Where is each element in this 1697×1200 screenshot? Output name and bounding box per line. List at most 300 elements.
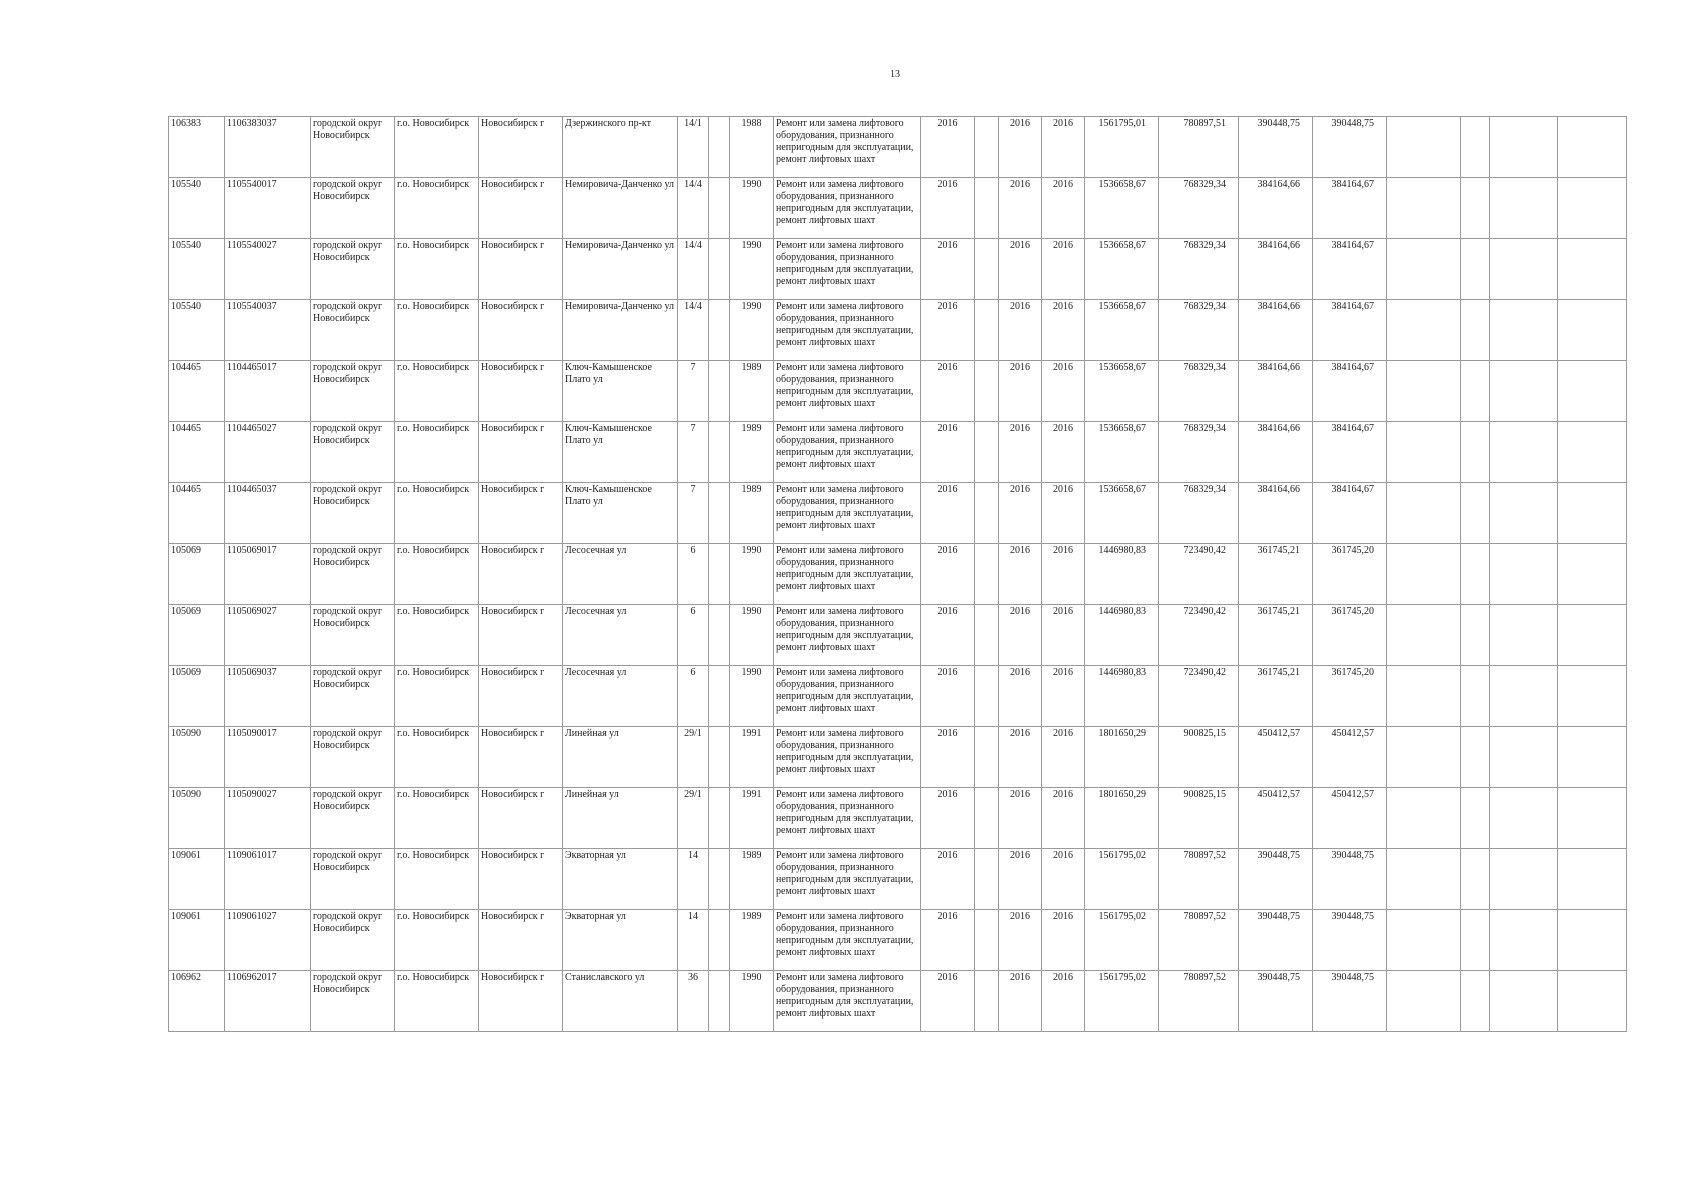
lift-id-cell: 1106383037 [225, 117, 311, 178]
work-description-cell: Ремонт или замена лифтового оборудования, признанного непригодным для эксплуатации, ремонт лифтовых шахт [774, 910, 921, 971]
district-cell: городской округ Новосибирск [311, 300, 395, 361]
district-cell: городской округ Новосибирск [311, 544, 395, 605]
district-cell: городской округ Новосибирск [311, 422, 395, 483]
lift-id-cell: 1105090027 [225, 788, 311, 849]
city-cell: Новосибирск г [479, 849, 563, 910]
empty-cell [709, 971, 730, 1032]
street-cell: Ключ-Камышенское Плато ул [563, 483, 678, 544]
local-share-cell: 390448,75 [1313, 971, 1387, 1032]
table-row [169, 605, 1627, 666]
table-row [169, 544, 1627, 605]
build-year-cell: 1988 [730, 117, 774, 178]
district-cell: городской округ Новосибирск [311, 483, 395, 544]
year-from-cell: 2016 [999, 117, 1042, 178]
table-row [169, 178, 1627, 239]
region-share-cell: 450412,57 [1239, 727, 1313, 788]
house-id-cell: 105069 [169, 605, 225, 666]
total-cost-cell: 1446980,83 [1085, 666, 1159, 727]
year-from-cell: 2016 [999, 361, 1042, 422]
city-cell: Новосибирск г [479, 910, 563, 971]
plan-year-cell: 2016 [921, 300, 975, 361]
total-cost-cell: 1536658,67 [1085, 422, 1159, 483]
empty-cell [709, 178, 730, 239]
build-year-cell: 1989 [730, 910, 774, 971]
year-to-cell: 2016 [1042, 544, 1085, 605]
total-cost-cell: 1536658,67 [1085, 483, 1159, 544]
fund-share-cell: 723490,42 [1159, 666, 1239, 727]
house-id-cell: 106962 [169, 971, 225, 1032]
empty-cell [975, 483, 999, 544]
empty-cell [975, 422, 999, 483]
empty-cell [1490, 849, 1558, 910]
build-year-cell: 1990 [730, 666, 774, 727]
empty-cell [709, 605, 730, 666]
street-cell: Линейная ул [563, 788, 678, 849]
fund-share-cell: 780897,52 [1159, 849, 1239, 910]
street-cell: Немировича-Данченко ул [563, 178, 678, 239]
empty-cell [709, 422, 730, 483]
year-to-cell: 2016 [1042, 666, 1085, 727]
year-from-cell: 2016 [999, 788, 1042, 849]
build-year-cell: 1989 [730, 849, 774, 910]
total-cost-cell: 1446980,83 [1085, 544, 1159, 605]
street-cell: Экваторная ул [563, 849, 678, 910]
empty-cell [1461, 300, 1490, 361]
district-cell: городской округ Новосибирск [311, 117, 395, 178]
empty-cell [975, 544, 999, 605]
year-to-cell: 2016 [1042, 300, 1085, 361]
empty-cell [709, 300, 730, 361]
empty-cell [1558, 361, 1627, 422]
work-description-cell: Ремонт или замена лифтового оборудования, признанного непригодным для эксплуатации, ремонт лифтовых шахт [774, 849, 921, 910]
municipality-cell: г.о. Новосибирск [395, 361, 479, 422]
empty-cell [709, 666, 730, 727]
plan-year-cell: 2016 [921, 544, 975, 605]
house-number-cell: 6 [678, 605, 709, 666]
year-from-cell: 2016 [999, 666, 1042, 727]
empty-cell [1558, 544, 1627, 605]
empty-cell [1558, 117, 1627, 178]
empty-cell [1387, 239, 1461, 300]
local-share-cell: 361745,20 [1313, 666, 1387, 727]
street-cell: Дзержинского пр-кт [563, 117, 678, 178]
empty-cell [1558, 239, 1627, 300]
house-number-cell: 7 [678, 422, 709, 483]
build-year-cell: 1990 [730, 605, 774, 666]
lift-id-cell: 1109061027 [225, 910, 311, 971]
plan-year-cell: 2016 [921, 788, 975, 849]
table-row [169, 300, 1627, 361]
city-cell: Новосибирск г [479, 117, 563, 178]
local-share-cell: 450412,57 [1313, 788, 1387, 849]
house-id-cell: 104465 [169, 483, 225, 544]
municipality-cell: г.о. Новосибирск [395, 300, 479, 361]
empty-cell [1558, 422, 1627, 483]
house-number-cell: 14/4 [678, 239, 709, 300]
plan-year-cell: 2016 [921, 117, 975, 178]
region-share-cell: 384164,66 [1239, 361, 1313, 422]
year-from-cell: 2016 [999, 300, 1042, 361]
city-cell: Новосибирск г [479, 239, 563, 300]
total-cost-cell: 1536658,67 [1085, 361, 1159, 422]
city-cell: Новосибирск г [479, 666, 563, 727]
empty-cell [975, 666, 999, 727]
fund-share-cell: 768329,34 [1159, 361, 1239, 422]
year-to-cell: 2016 [1042, 483, 1085, 544]
empty-cell [975, 117, 999, 178]
work-description-cell: Ремонт или замена лифтового оборудования, признанного непригодным для эксплуатации, ремонт лифтовых шахт [774, 971, 921, 1032]
district-cell: городской округ Новосибирск [311, 605, 395, 666]
municipality-cell: г.о. Новосибирск [395, 788, 479, 849]
empty-cell [975, 300, 999, 361]
lift-id-cell: 1106962017 [225, 971, 311, 1032]
lift-id-cell: 1104465017 [225, 361, 311, 422]
street-cell: Лесосечная ул [563, 544, 678, 605]
municipality-cell: г.о. Новосибирск [395, 117, 479, 178]
district-cell: городской округ Новосибирск [311, 178, 395, 239]
region-share-cell: 450412,57 [1239, 788, 1313, 849]
local-share-cell: 384164,67 [1313, 300, 1387, 361]
empty-cell [1490, 422, 1558, 483]
municipality-cell: г.о. Новосибирск [395, 483, 479, 544]
empty-cell [1558, 178, 1627, 239]
empty-cell [709, 361, 730, 422]
build-year-cell: 1990 [730, 178, 774, 239]
empty-cell [1490, 178, 1558, 239]
table-row [169, 666, 1627, 727]
empty-cell [1387, 483, 1461, 544]
house-id-cell: 105069 [169, 544, 225, 605]
plan-year-cell: 2016 [921, 605, 975, 666]
empty-cell [1461, 971, 1490, 1032]
house-id-cell: 104465 [169, 361, 225, 422]
municipality-cell: г.о. Новосибирск [395, 727, 479, 788]
total-cost-cell: 1561795,01 [1085, 117, 1159, 178]
empty-cell [1558, 971, 1627, 1032]
municipality-cell: г.о. Новосибирск [395, 239, 479, 300]
city-cell: Новосибирск г [479, 422, 563, 483]
total-cost-cell: 1536658,67 [1085, 178, 1159, 239]
local-share-cell: 384164,67 [1313, 178, 1387, 239]
street-cell: Лесосечная ул [563, 666, 678, 727]
build-year-cell: 1990 [730, 971, 774, 1032]
empty-cell [1490, 239, 1558, 300]
city-cell: Новосибирск г [479, 544, 563, 605]
empty-cell [709, 544, 730, 605]
lift-id-cell: 1105540017 [225, 178, 311, 239]
empty-cell [1387, 788, 1461, 849]
work-description-cell: Ремонт или замена лифтового оборудования, признанного непригодным для эксплуатации, ремонт лифтовых шахт [774, 483, 921, 544]
empty-cell [975, 788, 999, 849]
plan-year-cell: 2016 [921, 910, 975, 971]
region-share-cell: 361745,21 [1239, 666, 1313, 727]
total-cost-cell: 1561795,02 [1085, 910, 1159, 971]
empty-cell [1490, 666, 1558, 727]
empty-cell [1461, 849, 1490, 910]
street-cell: Ключ-Камышенское Плато ул [563, 422, 678, 483]
city-cell: Новосибирск г [479, 971, 563, 1032]
region-share-cell: 390448,75 [1239, 971, 1313, 1032]
table-row [169, 117, 1627, 178]
plan-year-cell: 2016 [921, 178, 975, 239]
work-description-cell: Ремонт или замена лифтового оборудования, признанного непригодным для эксплуатации, ремонт лифтовых шахт [774, 361, 921, 422]
municipality-cell: г.о. Новосибирск [395, 544, 479, 605]
year-from-cell: 2016 [999, 849, 1042, 910]
empty-cell [1461, 239, 1490, 300]
city-cell: Новосибирск г [479, 483, 563, 544]
year-from-cell: 2016 [999, 971, 1042, 1032]
street-cell: Немировича-Данченко ул [563, 239, 678, 300]
empty-cell [709, 117, 730, 178]
year-to-cell: 2016 [1042, 727, 1085, 788]
empty-cell [975, 971, 999, 1032]
house-id-cell: 105090 [169, 727, 225, 788]
year-to-cell: 2016 [1042, 788, 1085, 849]
fund-share-cell: 768329,34 [1159, 422, 1239, 483]
year-from-cell: 2016 [999, 178, 1042, 239]
house-number-cell: 6 [678, 666, 709, 727]
build-year-cell: 1991 [730, 727, 774, 788]
district-cell: городской округ Новосибирск [311, 849, 395, 910]
page-number: 13 [890, 69, 900, 80]
total-cost-cell: 1561795,02 [1085, 971, 1159, 1032]
empty-cell [1490, 300, 1558, 361]
work-description-cell: Ремонт или замена лифтового оборудования, признанного непригодным для эксплуатации, ремонт лифтовых шахт [774, 117, 921, 178]
empty-cell [1387, 300, 1461, 361]
empty-cell [1461, 361, 1490, 422]
empty-cell [709, 910, 730, 971]
house-id-cell: 105540 [169, 178, 225, 239]
local-share-cell: 384164,67 [1313, 422, 1387, 483]
lift-id-cell: 1104465037 [225, 483, 311, 544]
local-share-cell: 390448,75 [1313, 910, 1387, 971]
year-to-cell: 2016 [1042, 239, 1085, 300]
lift-id-cell: 1104465027 [225, 422, 311, 483]
lift-id-cell: 1105069017 [225, 544, 311, 605]
empty-cell [709, 727, 730, 788]
region-share-cell: 384164,66 [1239, 483, 1313, 544]
region-share-cell: 384164,66 [1239, 178, 1313, 239]
street-cell: Лесосечная ул [563, 605, 678, 666]
empty-cell [1461, 178, 1490, 239]
house-id-cell: 105069 [169, 666, 225, 727]
district-cell: городской округ Новосибирск [311, 666, 395, 727]
fund-share-cell: 900825,15 [1159, 788, 1239, 849]
empty-cell [1387, 727, 1461, 788]
house-number-cell: 7 [678, 483, 709, 544]
empty-cell [1490, 727, 1558, 788]
empty-cell [1461, 788, 1490, 849]
work-description-cell: Ремонт или замена лифтового оборудования, признанного непригодным для эксплуатации, ремонт лифтовых шахт [774, 422, 921, 483]
empty-cell [1490, 483, 1558, 544]
region-share-cell: 390448,75 [1239, 910, 1313, 971]
lift-id-cell: 1105069027 [225, 605, 311, 666]
fund-share-cell: 780897,52 [1159, 971, 1239, 1032]
fund-share-cell: 780897,52 [1159, 910, 1239, 971]
house-number-cell: 14/4 [678, 178, 709, 239]
city-cell: Новосибирск г [479, 788, 563, 849]
empty-cell [1387, 910, 1461, 971]
year-to-cell: 2016 [1042, 422, 1085, 483]
local-share-cell: 384164,67 [1313, 483, 1387, 544]
year-to-cell: 2016 [1042, 971, 1085, 1032]
empty-cell [1461, 117, 1490, 178]
plan-year-cell: 2016 [921, 666, 975, 727]
empty-cell [1490, 910, 1558, 971]
total-cost-cell: 1801650,29 [1085, 788, 1159, 849]
work-description-cell: Ремонт или замена лифтового оборудования, признанного непригодным для эксплуатации, ремонт лифтовых шахт [774, 239, 921, 300]
street-cell: Экваторная ул [563, 910, 678, 971]
local-share-cell: 361745,20 [1313, 544, 1387, 605]
empty-cell [1558, 605, 1627, 666]
street-cell: Немировича-Данченко ул [563, 300, 678, 361]
build-year-cell: 1989 [730, 483, 774, 544]
year-to-cell: 2016 [1042, 605, 1085, 666]
build-year-cell: 1990 [730, 544, 774, 605]
plan-year-cell: 2016 [921, 849, 975, 910]
city-cell: Новосибирск г [479, 300, 563, 361]
empty-cell [1461, 727, 1490, 788]
table-row [169, 361, 1627, 422]
empty-cell [1461, 483, 1490, 544]
region-share-cell: 384164,66 [1239, 300, 1313, 361]
work-description-cell: Ремонт или замена лифтового оборудования, признанного непригодным для эксплуатации, ремонт лифтовых шахт [774, 178, 921, 239]
lift-repair-table [168, 116, 1627, 1032]
district-cell: городской округ Новосибирск [311, 727, 395, 788]
local-share-cell: 384164,67 [1313, 239, 1387, 300]
district-cell: городской округ Новосибирск [311, 361, 395, 422]
year-from-cell: 2016 [999, 910, 1042, 971]
region-share-cell: 384164,66 [1239, 422, 1313, 483]
local-share-cell: 390448,75 [1313, 117, 1387, 178]
year-from-cell: 2016 [999, 544, 1042, 605]
build-year-cell: 1991 [730, 788, 774, 849]
fund-share-cell: 768329,34 [1159, 483, 1239, 544]
region-share-cell: 384164,66 [1239, 239, 1313, 300]
lift-id-cell: 1105540037 [225, 300, 311, 361]
local-share-cell: 450412,57 [1313, 727, 1387, 788]
region-share-cell: 361745,21 [1239, 605, 1313, 666]
house-id-cell: 105540 [169, 300, 225, 361]
empty-cell [1490, 971, 1558, 1032]
street-cell: Линейная ул [563, 727, 678, 788]
house-number-cell: 14 [678, 849, 709, 910]
house-number-cell: 36 [678, 971, 709, 1032]
total-cost-cell: 1801650,29 [1085, 727, 1159, 788]
empty-cell [1490, 361, 1558, 422]
lift-id-cell: 1105090017 [225, 727, 311, 788]
fund-share-cell: 768329,34 [1159, 239, 1239, 300]
empty-cell [1387, 178, 1461, 239]
year-from-cell: 2016 [999, 605, 1042, 666]
work-description-cell: Ремонт или замена лифтового оборудования, признанного непригодным для эксплуатации, ремонт лифтовых шахт [774, 300, 921, 361]
empty-cell [1558, 910, 1627, 971]
build-year-cell: 1990 [730, 300, 774, 361]
house-number-cell: 14 [678, 910, 709, 971]
house-number-cell: 29/1 [678, 727, 709, 788]
empty-cell [1558, 727, 1627, 788]
empty-cell [1461, 666, 1490, 727]
empty-cell [975, 361, 999, 422]
region-share-cell: 390448,75 [1239, 849, 1313, 910]
municipality-cell: г.о. Новосибирск [395, 178, 479, 239]
table-row [169, 239, 1627, 300]
fund-share-cell: 723490,42 [1159, 544, 1239, 605]
house-id-cell: 104465 [169, 422, 225, 483]
empty-cell [709, 788, 730, 849]
empty-cell [1490, 788, 1558, 849]
empty-cell [1387, 849, 1461, 910]
street-cell: Станиславского ул [563, 971, 678, 1032]
house-id-cell: 109061 [169, 910, 225, 971]
empty-cell [1490, 117, 1558, 178]
lift-id-cell: 1105540027 [225, 239, 311, 300]
empty-cell [1387, 666, 1461, 727]
empty-cell [1387, 361, 1461, 422]
house-number-cell: 29/1 [678, 788, 709, 849]
district-cell: городской округ Новосибирск [311, 971, 395, 1032]
empty-cell [975, 849, 999, 910]
street-cell: Ключ-Камышенское Плато ул [563, 361, 678, 422]
empty-cell [1387, 422, 1461, 483]
empty-cell [975, 239, 999, 300]
district-cell: городской округ Новосибирск [311, 788, 395, 849]
build-year-cell: 1989 [730, 361, 774, 422]
build-year-cell: 1990 [730, 239, 774, 300]
empty-cell [709, 239, 730, 300]
lift-id-cell: 1105069037 [225, 666, 311, 727]
empty-cell [975, 727, 999, 788]
empty-cell [1461, 605, 1490, 666]
year-to-cell: 2016 [1042, 361, 1085, 422]
year-from-cell: 2016 [999, 422, 1042, 483]
region-share-cell: 390448,75 [1239, 117, 1313, 178]
table-row [169, 788, 1627, 849]
empty-cell [1387, 117, 1461, 178]
municipality-cell: г.о. Новосибирск [395, 605, 479, 666]
year-from-cell: 2016 [999, 727, 1042, 788]
fund-share-cell: 900825,15 [1159, 727, 1239, 788]
city-cell: Новосибирск г [479, 605, 563, 666]
municipality-cell: г.о. Новосибирск [395, 422, 479, 483]
table-row [169, 910, 1627, 971]
total-cost-cell: 1536658,67 [1085, 239, 1159, 300]
district-cell: городской округ Новосибирск [311, 239, 395, 300]
empty-cell [1461, 910, 1490, 971]
local-share-cell: 361745,20 [1313, 605, 1387, 666]
total-cost-cell: 1536658,67 [1085, 300, 1159, 361]
work-description-cell: Ремонт или замена лифтового оборудования, признанного непригодным для эксплуатации, ремонт лифтовых шахт [774, 727, 921, 788]
empty-cell [709, 483, 730, 544]
house-id-cell: 105540 [169, 239, 225, 300]
municipality-cell: г.о. Новосибирск [395, 849, 479, 910]
year-from-cell: 2016 [999, 483, 1042, 544]
empty-cell [1558, 849, 1627, 910]
municipality-cell: г.о. Новосибирск [395, 666, 479, 727]
region-share-cell: 361745,21 [1239, 544, 1313, 605]
work-description-cell: Ремонт или замена лифтового оборудования, признанного непригодным для эксплуатации, ремонт лифтовых шахт [774, 666, 921, 727]
municipality-cell: г.о. Новосибирск [395, 971, 479, 1032]
fund-share-cell: 723490,42 [1159, 605, 1239, 666]
total-cost-cell: 1561795,02 [1085, 849, 1159, 910]
table-row [169, 849, 1627, 910]
year-to-cell: 2016 [1042, 178, 1085, 239]
local-share-cell: 384164,67 [1313, 361, 1387, 422]
year-to-cell: 2016 [1042, 910, 1085, 971]
empty-cell [709, 849, 730, 910]
district-cell: городской округ Новосибирск [311, 910, 395, 971]
table-row [169, 971, 1627, 1032]
